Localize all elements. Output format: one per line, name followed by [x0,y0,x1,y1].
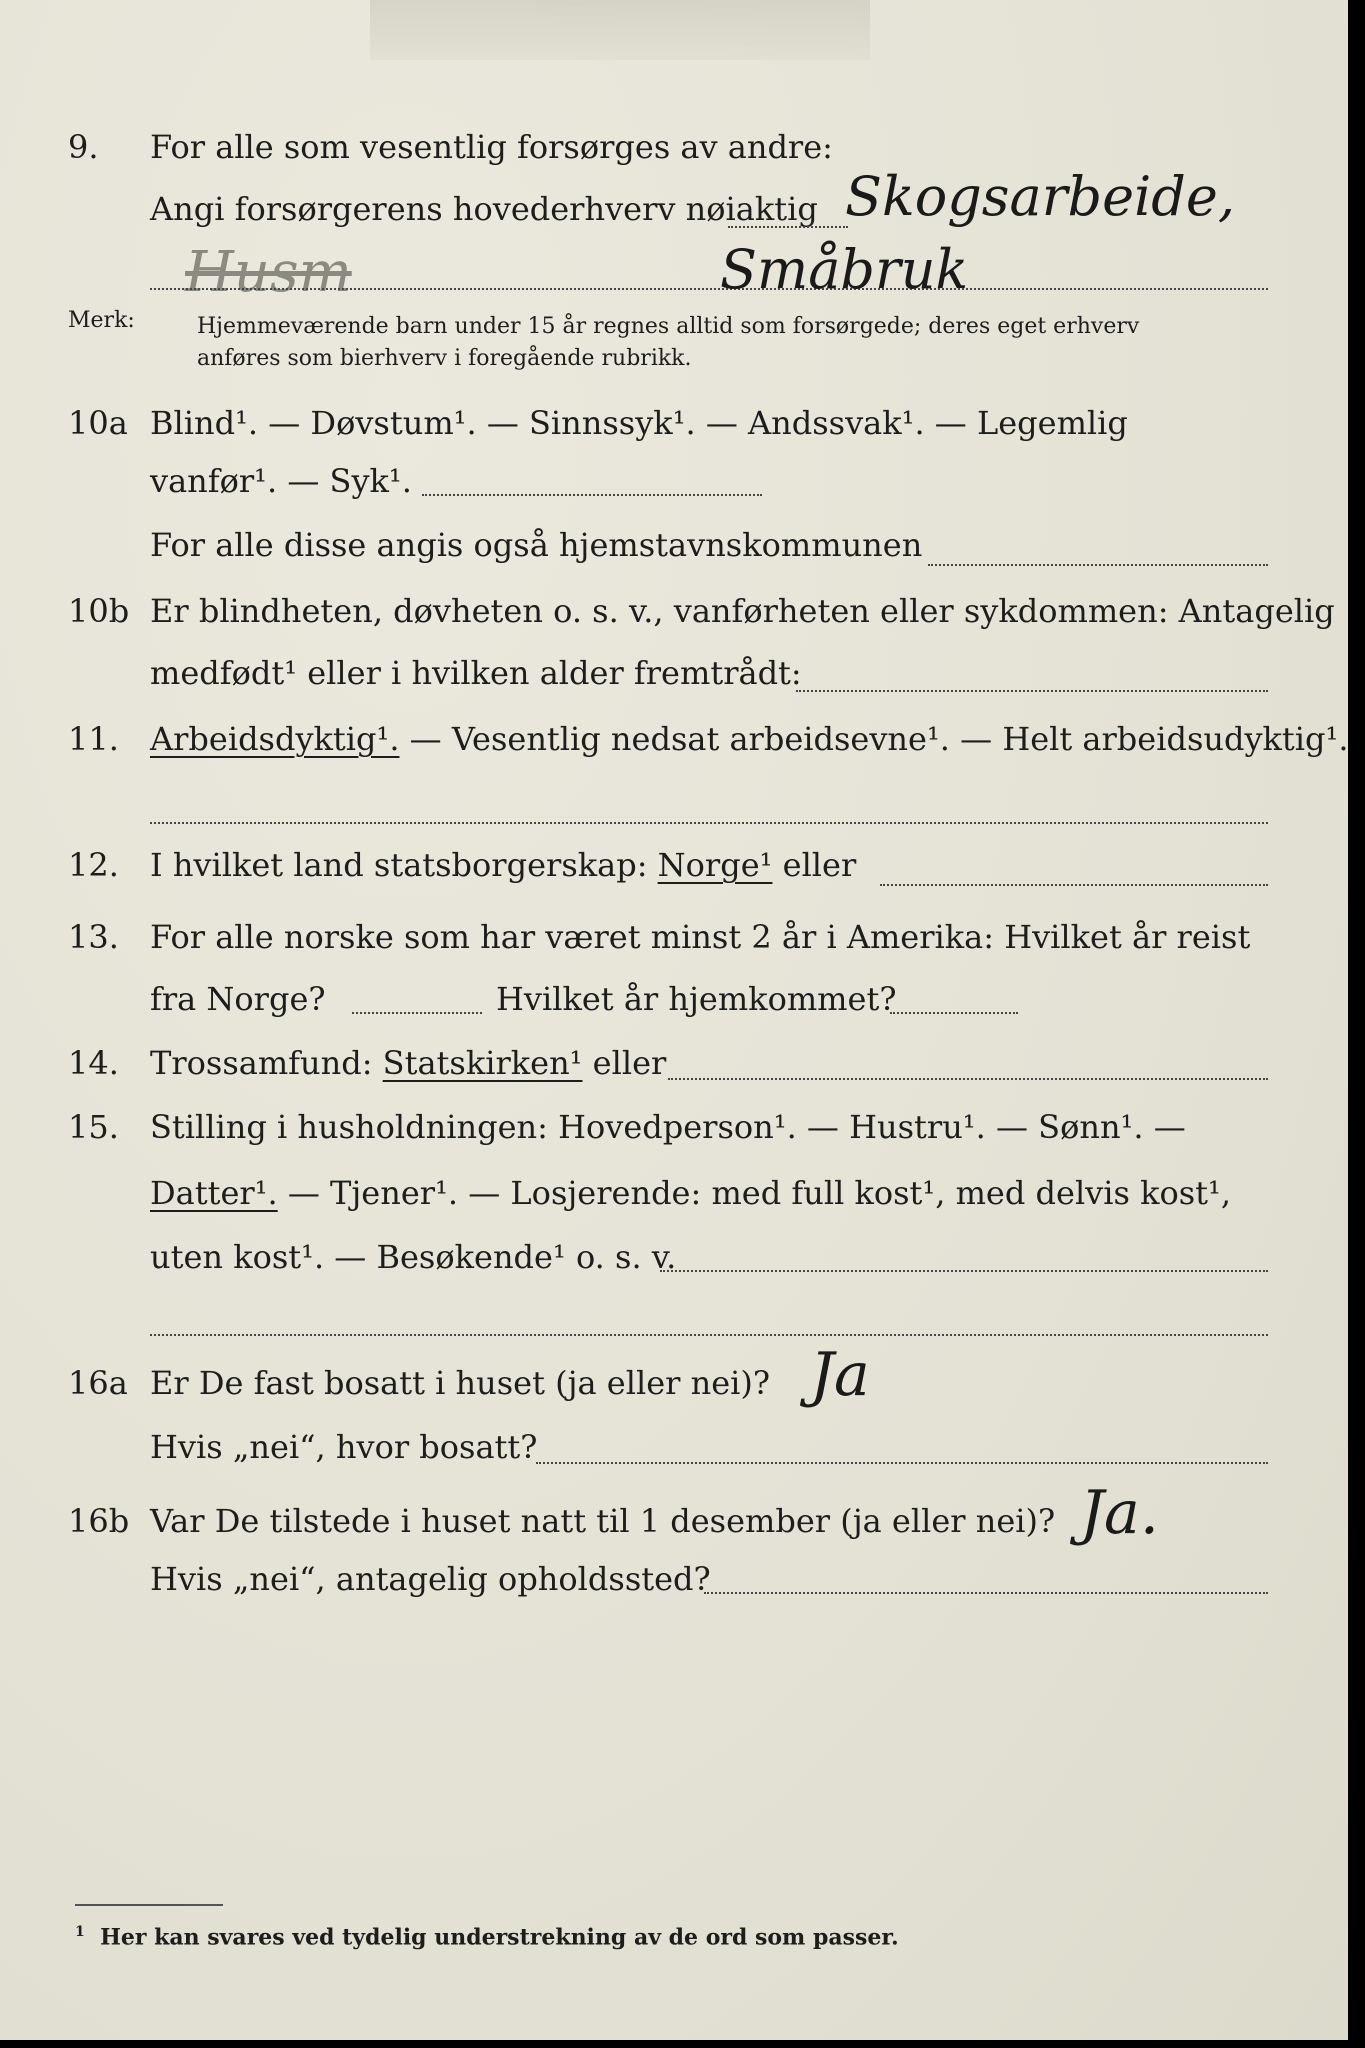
q11-underlined-answer: Arbeidsdyktig¹. [150,720,400,758]
q13-line2a: fra Norge? [150,980,326,1018]
handwritten-crossed-out: Husm [185,240,352,305]
answer-line [880,884,1268,886]
answer-line [422,494,762,496]
q16a-number: 16a [68,1364,128,1402]
q10a-number: 10a [68,404,128,442]
q9-line2: Angi forsørgerens hovederhverv nøiaktig [150,190,818,228]
answer-line [928,564,1268,566]
q12-number: 12. [68,846,119,884]
answer-line [660,1270,1268,1272]
q15-underlined-answer: Datter¹. [150,1174,278,1212]
q15-number: 15. [68,1108,119,1146]
answer-line [352,1012,482,1014]
q16a-line2: Hvis „nei“, hvor bosatt? [150,1428,538,1466]
q14-line [150,1044,666,1082]
q9-number: 9. [68,128,99,166]
q10b-line2: medfødt¹ eller i hvilken alder fremtrådt: [150,654,802,692]
q16b-line1: Var De tilstede i huset natt til 1 desember (ja eller nei)? [150,1502,1056,1540]
q9-line1: For alle som vesentlig forsørges av andre: [150,128,833,166]
answer-line [704,1592,1268,1594]
handwritten-answer-16a: Ja [810,1340,870,1410]
q14-pre: Trossamfund: [150,1044,383,1082]
q12-pre: I hvilket land statsborgerskap: [150,846,658,884]
answer-line [668,1078,1268,1080]
handwritten-answer-16b: Ja. [1080,1478,1159,1548]
q15-line2 [150,1174,1231,1212]
answer-line [728,226,848,228]
q15-line3: uten kost¹. — Besøkende¹ o. s. v. [150,1238,677,1276]
answer-line [890,1012,1018,1014]
q10a-line1: Blind¹. — Døvstum¹. — Sinnssyk¹. — Andssvak¹. — Legemlig [150,404,1128,442]
q10b-number: 10b [68,592,130,630]
q13-line2b: Hvilket år hjemkommet? [496,980,897,1018]
q15-line1: Stilling i husholdningen: Hovedperson¹. — Hustru¹. — Sønn¹. — [150,1108,1186,1146]
q16b-line2: Hvis „nei“, antagelig opholdssted? [150,1560,711,1598]
footnote-rule [75,1904,223,1906]
handwritten-occupation-1: Skogsarbeide, [845,165,1235,228]
q11-rest: — Vesentlig nedsat arbeidsevne¹. — Helt arbeidsudyktig¹. [399,720,1349,758]
q12-underlined-answer: Norge¹ [657,846,773,884]
answer-line [150,822,1268,824]
q11-line [150,720,1349,758]
answer-line [796,690,1268,692]
footnote [75,1924,899,1950]
q12-post: eller [772,846,857,884]
q10b-line1: Er blindheten, døvheten o. s. v., vanførheten eller sykdommen: Antagelig [150,592,1335,630]
q14-post: eller [582,1044,667,1082]
merk-line1: Hjemmeværende barn under 15 år regnes alltid som forsørgede; deres eget erhverv [197,314,1140,339]
answer-line [536,1462,1268,1464]
q11-number: 11. [68,720,119,758]
q13-number: 13. [68,918,119,956]
q10a-line2: vanfør¹. — Syk¹. [150,462,412,500]
merk-line2: anføres som bierhverv i foregående rubrikk. [197,346,692,371]
answer-line [150,1334,1268,1336]
q10a-line3: For alle disse angis også hjemstavnskommunen [150,526,923,564]
q13-line1: For alle norske som har været minst 2 år i Amerika: Hvilket år reist [150,918,1251,956]
q12-line [150,846,856,884]
q14-underlined-answer: Statskirken¹ [382,1044,583,1082]
footnote-mark: 1 [75,1924,85,1940]
handwritten-occupation-2: Småbruk [720,238,969,301]
q16a-line1: Er De fast bosatt i huset (ja eller nei)? [150,1364,771,1402]
torn-edge [370,0,870,60]
q14-number: 14. [68,1044,119,1082]
q16b-number: 16b [68,1502,130,1540]
answer-line [150,288,1268,290]
merk-label: Merk: [68,308,135,333]
q15-line2-rest: — Tjener¹. — Losjerende: med full kost¹, med delvis kost¹, [277,1174,1232,1212]
footnote-text: Her kan svares ved tydelig understrekning av de ord som passer. [100,1924,899,1951]
